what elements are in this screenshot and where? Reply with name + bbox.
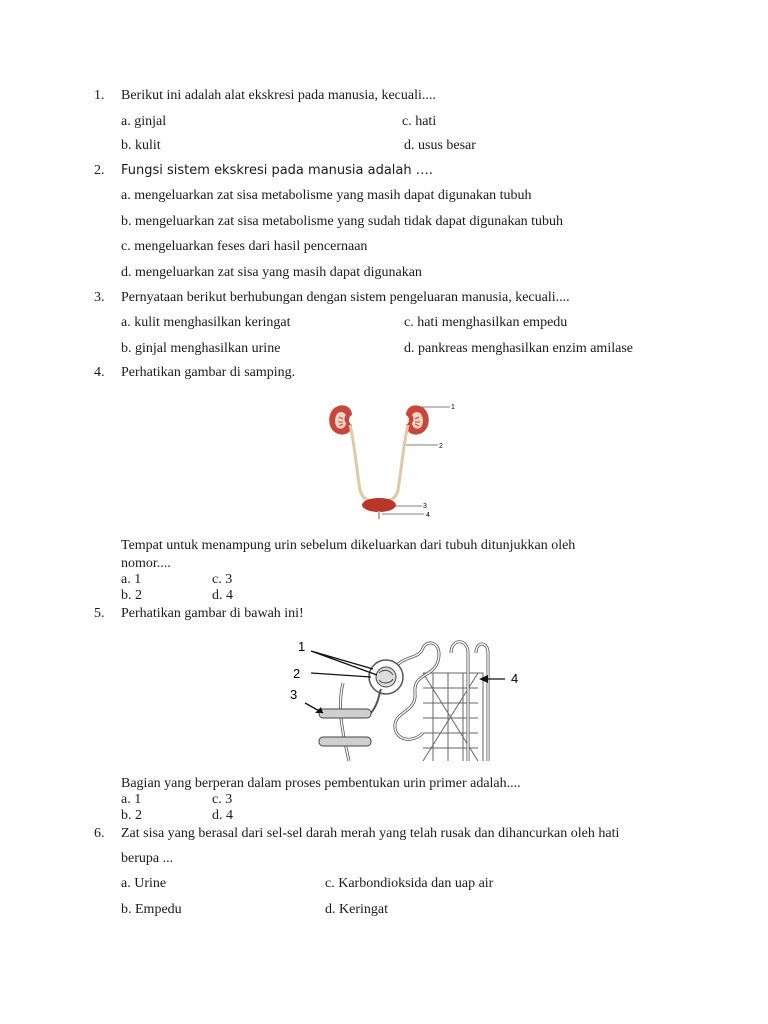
question-3-option-a: a. kulit menghasilkan keringat	[121, 315, 291, 330]
question-2-text: Fungsi sistem ekskresi pada manusia adalah ….	[121, 163, 433, 178]
question-4-option-a: a. 1	[121, 572, 142, 587]
question-4-prompt-line1: Tempat untuk menampung urin sebelum dikeluarkan dari tubuh ditunjukkan oleh	[121, 538, 576, 553]
question-1-option-b: b. kulit	[121, 138, 161, 153]
question-4-number: 4.	[94, 365, 105, 380]
urinary-system-figure	[322, 395, 455, 525]
figure4-label-4: 4	[426, 512, 430, 519]
figure5-label-4: 4	[511, 671, 519, 686]
question-1-number: 1.	[94, 88, 105, 103]
question-4-option-b: b. 2	[121, 588, 142, 603]
question-1-option-a: a. ginjal	[121, 114, 167, 129]
question-6-text: Zat sisa yang berasal dari sel-sel darah merah yang telah rusak dan dihancurkan oleh hati	[121, 826, 620, 841]
figure5-label-1: 1	[298, 639, 306, 654]
question-5-number: 5.	[94, 606, 105, 621]
question-6-text-line2: berupa ...	[121, 851, 174, 866]
question-5-option-c: c. 3	[212, 792, 233, 807]
question-3-option-b: b. ginjal menghasilkan urine	[121, 341, 281, 356]
question-3-option-d: d. pankreas menghasilkan enzim amilase	[404, 341, 633, 356]
question-3-number: 3.	[94, 290, 105, 305]
question-5-option-a: a. 1	[121, 792, 142, 807]
question-5-prompt: Bagian yang berperan dalam proses pembentukan urin primer adalah....	[121, 776, 521, 791]
question-5-option-d: d. 4	[212, 808, 233, 823]
question-6-number: 6.	[94, 826, 105, 841]
question-3-text: Pernyataan berikut berhubungan dengan sistem pengeluaran manusia, kecuali....	[121, 290, 570, 305]
figure5-label-3: 3	[290, 687, 298, 702]
figure5-label-2: 2	[293, 666, 301, 681]
figure4-label-1: 1	[451, 404, 455, 411]
question-3-option-c: c. hati menghasilkan empedu	[404, 315, 568, 330]
question-6-option-a: a. Urine	[121, 876, 167, 891]
question-4-option-c: c. 3	[212, 572, 233, 587]
question-4-text: Perhatikan gambar di samping.	[121, 365, 296, 380]
question-4-option-d: d. 4	[212, 588, 233, 603]
figure4-label-3: 3	[423, 503, 427, 510]
question-5-option-b: b. 2	[121, 808, 142, 823]
question-6-option-c: c. Karbondioksida dan uap air	[325, 876, 494, 891]
right-ureter	[384, 425, 408, 501]
question-1-text: Berikut ini adalah alat ekskresi pada manusia, kecuali....	[121, 88, 436, 103]
question-2-option-a: a. mengeluarkan zat sisa metabolisme yang masih dapat digunakan tubuh	[121, 188, 532, 203]
question-6-option-d: d. Keringat	[325, 902, 388, 917]
capillary-network	[423, 673, 483, 761]
nephron-figure	[283, 633, 528, 768]
figure4-label-2: 2	[439, 443, 443, 450]
right-kidney	[406, 405, 429, 434]
question-5-text: Perhatikan gambar di bawah ini!	[121, 606, 304, 621]
artery-tube	[319, 709, 371, 718]
question-1-option-c: c. hati	[402, 114, 437, 129]
question-2-option-d: d. mengeluarkan zat sisa yang masih dapat digunakan	[121, 265, 422, 280]
left-ureter	[350, 425, 374, 501]
bladder	[362, 498, 396, 512]
question-2-option-b: b. mengeluarkan zat sisa metabolisme yang sudah tidak dapat digunakan tubuh	[121, 214, 564, 229]
question-1-option-d: d. usus besar	[404, 138, 476, 153]
vein-tube	[319, 737, 371, 746]
question-4-prompt-line2: nomor....	[121, 556, 171, 571]
question-2-option-c: c. mengeluarkan feses dari hasil pencernaan	[121, 239, 368, 254]
question-2-number: 2.	[94, 163, 105, 178]
question-6-option-b: b. Empedu	[121, 902, 182, 917]
left-kidney	[329, 405, 352, 434]
